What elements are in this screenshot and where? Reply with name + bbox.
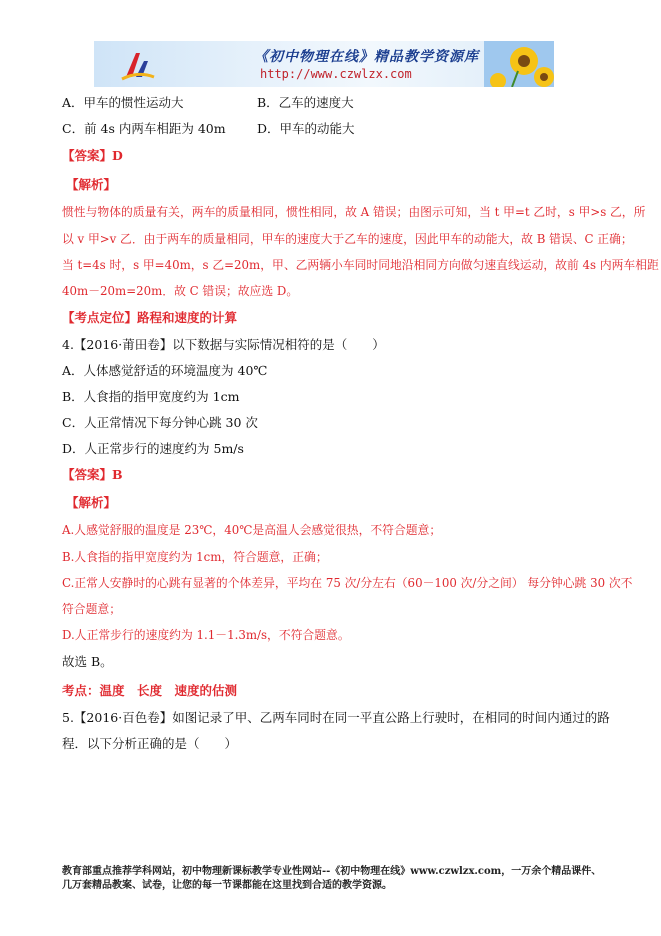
q3-analysis-line: 以 v 甲>v 乙．由于两车的质量相同，甲车的速度大于乙车的速度，因此甲车的动能大，故 B 错误、C 正确； [62, 232, 633, 246]
q4-option-c: C．人正常情况下每分钟心跳 30 次 [62, 415, 258, 430]
banner-url[interactable]: http://www.czwlzx.com [260, 67, 412, 81]
q4-analysis-line: A.人感觉舒服的温度是 23℃，40℃是高温人会感觉很热，不符合题意； [62, 523, 442, 537]
q5-stem: 5.【2016·百色卷】如图记录了甲、乙两车同时在同一平直公路上行驶时，在相同的时间内通过的路 [62, 710, 610, 725]
q4-answer: 【答案】B [62, 467, 123, 482]
q4-conclusion: 故选 B。 [62, 654, 113, 669]
q3-analysis-label: 【解析】 [66, 177, 117, 192]
logo-icon [120, 47, 156, 83]
q4-analysis-line: D.人正常步行的速度约为 1.1－1.3m/s，不符合题意。 [62, 628, 350, 642]
sunflower-icon [484, 41, 554, 87]
q3-option-c: C．前 4s 内两车相距为 40m [62, 121, 226, 136]
footer-line: 几万套精品教案、试卷，让您的每一节课都能在这里找到合适的教学资源。 [62, 880, 392, 891]
q3-analysis-line: 惯性与物体的质量有关，两车的质量相同，惯性相同，故 A 错误；由图示可知，当 t 甲=t 乙时，s 甲>s 乙，所 [62, 205, 646, 219]
q4-knowledge-point: 考点：温度 长度 速度的估测 [62, 683, 238, 698]
q3-option-a: A．甲车的惯性运动大 [62, 95, 184, 110]
q3-analysis-line: 当 t=4s 时，s 甲=40m，s 乙=20m，甲、乙两辆小车同时同地沿相同方向做匀速直线运动，故前 4s 内两车相距 [62, 258, 659, 272]
q3-option-d: D．甲车的动能大 [257, 121, 355, 136]
q4-analysis-line: 符合题意； [62, 602, 121, 616]
header-banner [94, 41, 554, 87]
q3-knowledge-point: 【考点定位】路程和速度的计算 [62, 310, 238, 325]
q4-option-d: D．人正常步行的速度约为 5m/s [62, 441, 244, 456]
footer-line: 教育部重点推荐学科网站，初中物理新课标教学专业性网站--《初中物理在线》www.czwlzx.com，一万余个精品课件、 [62, 866, 602, 877]
q3-analysis-line: 40m－20m=20m．故 C 错误；故应选 D。 [62, 284, 299, 298]
q3-option-b: B．乙车的速度大 [257, 95, 354, 110]
q4-option-a: A．人体感觉舒适的环境温度为 40℃ [62, 363, 268, 378]
q4-stem: 4.【2016·莆田卷】以下数据与实际情况相符的是（ ） [62, 337, 385, 352]
q4-analysis-label: 【解析】 [66, 495, 117, 510]
q4-analysis-line: B.人食指的指甲宽度约为 1cm，符合题意，正确； [62, 550, 328, 564]
q4-analysis-line: C.正常人安静时的心跳有显著的个体差异，平均在 75 次/分左右（60－100 次/分之间） 每分钟心跳 30 次不 [62, 576, 633, 590]
q3-answer: 【答案】D [62, 148, 123, 163]
q5-stem: 程．以下分析正确的是（ ） [62, 736, 238, 751]
q4-option-b: B．人食指的指甲宽度约为 1cm [62, 389, 240, 404]
banner-title: 《初中物理在线》精品教学资源库 [254, 49, 479, 65]
